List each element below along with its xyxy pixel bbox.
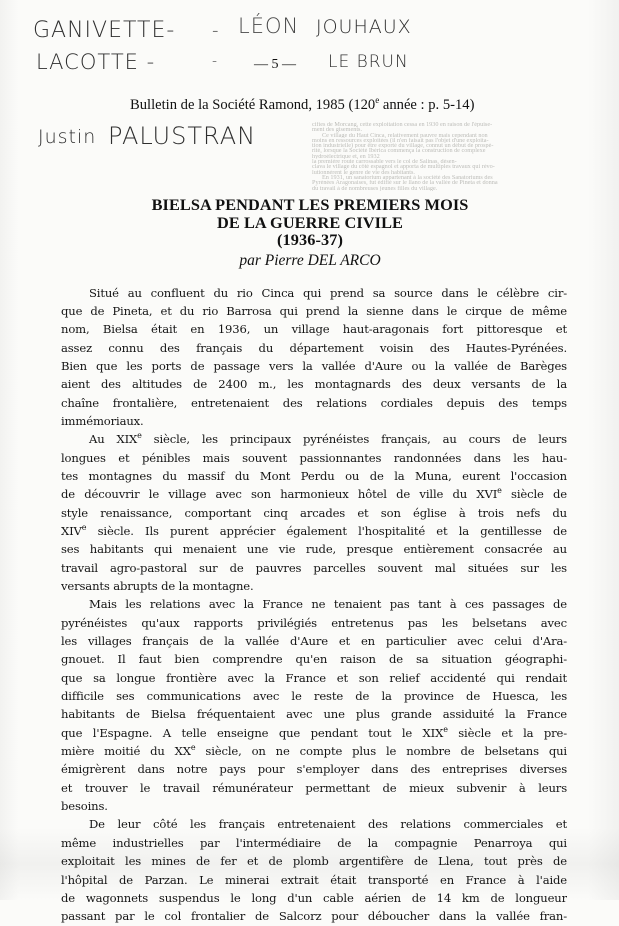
paragraph — [61, 430, 567, 595]
text-line: mière moitié du XXe siècle, on ne compte plus le nombre de belsetans qui — [61, 743, 567, 759]
article-author: par Pierre DEL ARCO — [239, 251, 381, 269]
text-line: immémoriaux. — [61, 413, 144, 428]
handwritten-note-leon: LÉON — [238, 14, 300, 38]
text-line: pyrénéistes qu'aux rapports privilégiés entretenus pas les belsetans avec — [61, 615, 567, 630]
text-line: exploitait les mines de fer et de plomb argentifère de Llena, tout près de — [61, 854, 567, 869]
showthrough-line: du travail à de nombreuses jeunes filles du village. — [312, 185, 438, 191]
text-line: même industrielles par l'intermédiaire de la compagnie Penarroya qui — [61, 835, 567, 850]
text-line: Au XIXe siècle, les principaux pyrénéistes français, au cours de leurs — [89, 431, 567, 447]
showthrough-line: hydroélectrique et, en 1932 — [312, 153, 380, 160]
text-line: tes montagnes du massif du Mont Perdu ou de la Muna, eurent l'occasion — [61, 468, 567, 483]
citation-superscript: e — [375, 95, 380, 105]
page-number: — 5 — — [254, 57, 296, 72]
text-line: difficile ses communications avec le reste de la province de Huesca, les — [61, 689, 567, 704]
paragraph — [61, 815, 567, 925]
showthrough-line: clava le village du côté espagnol et apporta de multiples travaux qui révo- — [312, 164, 495, 170]
showthrough-line: Pyrénées Aragonaises, fut édifié sur le llano de la vallée de Pineta et donna — [312, 180, 498, 186]
text-line: nom, Bielsa était en 1936, un village haut-aragonais fort pittoresque et — [61, 322, 567, 337]
handwritten-note-jouhaux: JOUHAUX — [316, 16, 412, 38]
text-line: assez connu des français du département voisin des Hautes-Pyrénées. — [61, 340, 567, 355]
text-line: style renaissance, comportant cinq arcades et son église à trois nefs du — [61, 505, 567, 520]
text-line: Bien que les ports de passage vers la vallée d'Aure ou la vallée de Barèges — [61, 358, 567, 373]
text-line: versants abrupts de la montagne. — [61, 579, 254, 593]
showthrough-line: lutionnèrent le genre de vie des habitants. — [312, 169, 415, 175]
text-line: passant par le col frontalier de Salcorz pour déboucher dans la vallée fran- — [61, 909, 567, 924]
showthrough-line: En 1931, un sanatorium appartenant à la société des Sanatoriums des — [322, 174, 493, 181]
text-line: que sa longue frontière avec la France et son relief accidenté qui rendait — [61, 670, 567, 685]
text-line: de wagonnets suspendus le long d'un cable aérien de 14 km de longueur — [61, 890, 567, 905]
handwritten-note-lacotte: LACOTTE - — [36, 50, 156, 74]
text-line: chaîne frontalière, entretenaient des relations cordiales depuis des temps — [61, 395, 567, 410]
text-line: l'hôpital de Parzan. Le minerai extrait était transporté en France à l'aide — [61, 872, 567, 887]
text-line: ses habitants qui menaient une vie rude, presque entièrement consacrée au — [61, 542, 567, 557]
article-title-dates: (1936-37) — [276, 230, 343, 249]
handwritten-dash: - — [212, 53, 219, 69]
article-body — [61, 284, 567, 926]
showthrough-line: tion industrielle) pour être exporté du village, connut un début de prospé- — [312, 143, 494, 149]
text-line: les villages français de la vallée d'Aure et en particulier avec celui d'Ara- — [61, 634, 567, 649]
handwritten-dash: - — [212, 20, 220, 41]
handwritten-note-justin: Justin — [38, 126, 97, 148]
text-line: De leur côté les français entretenaient des relations commerciales et — [89, 817, 567, 832]
citation-text: Bulletin de la Société Ramond, 1985 (120 — [130, 96, 376, 113]
text-line: Mais les relations avec la France ne tenaient pas tant à ces passages de — [89, 597, 567, 612]
text-line: longues et pénibles mais souvent passionnantes randonnées dans les hau- — [61, 450, 567, 465]
showthrough-line: moins en ressources exploitées (il n'en faisait pas l'objet d'une exploita- — [312, 137, 489, 144]
reverse-side-showthrough — [312, 122, 610, 191]
showthrough-line: Ce village du Haut Cinca, relativement pauvre mais cependant non — [322, 132, 488, 138]
text-line: que l'Espagne. A telle enseigne que pendant tout le XIXe siècle et la pre- — [61, 724, 567, 740]
handwritten-note-palustran: PALUSTRAN — [108, 122, 257, 150]
text-line: XIVe siècle. Ils purent apprécier également l'hospitalité et la gentillesse de — [61, 523, 567, 538]
text-line: que de Pineta, et du rio Barrosa qui prend la sienne dans le cirque de même — [61, 303, 567, 318]
showthrough-line: ment des gisements. — [312, 127, 363, 133]
text-line: et trouver le travail rémunérateur permettant de mieux subvenir à leurs — [61, 780, 567, 795]
text-line: aient des altitudes de 2400 m., les montagnards des deux versants de la — [61, 377, 567, 392]
handwritten-note-lebrun: LE BRUN — [328, 52, 409, 72]
showthrough-line: la première route carrossable vers le col de Salinas, désen- — [312, 159, 457, 165]
showthrough-line: rité, lorsque la Société Ibérica commença la construction de complexe — [312, 148, 486, 154]
journal-citation — [130, 96, 474, 113]
paragraph — [61, 595, 567, 815]
text-line: Situé au confluent du rio Cinca qui prend sa source dans le célèbre cir- — [89, 285, 567, 300]
text-line: travail agro-pastoral sur de pauvres parcelles souvent mal situées sur les — [61, 560, 567, 575]
handwritten-note-ganivette: GANIVETTE- — [33, 18, 176, 43]
text-line: habitants de Bielsa fréquentaient avec une plus grande assiduité la France — [61, 707, 567, 722]
article-title-line-2: DE LA GUERRE CIVILE — [216, 212, 403, 232]
article-title-line-1: BIELSA PENDANT LES PREMIERS MOIS — [151, 195, 469, 214]
text-line: besoins. — [61, 799, 108, 814]
text-line: de découvrir le village avec son harmonieux hôtel de ville du XVIe siècle de — [61, 486, 567, 502]
text-line: émigrèrent dans notre pays pour s'employer dans des entreprises diverses — [61, 762, 567, 777]
text-line: gnouet. Il faut bien comprendre qu'en raison de sa situation géographi- — [61, 652, 567, 667]
paragraph — [61, 284, 567, 431]
citation-text-end: année : p. 5-14) — [379, 96, 475, 113]
showthrough-line: cifies de Morcang, cette exploitation cessa en 1930 en raison de l'épuise- — [312, 122, 493, 128]
article-title-block — [100, 196, 520, 271]
